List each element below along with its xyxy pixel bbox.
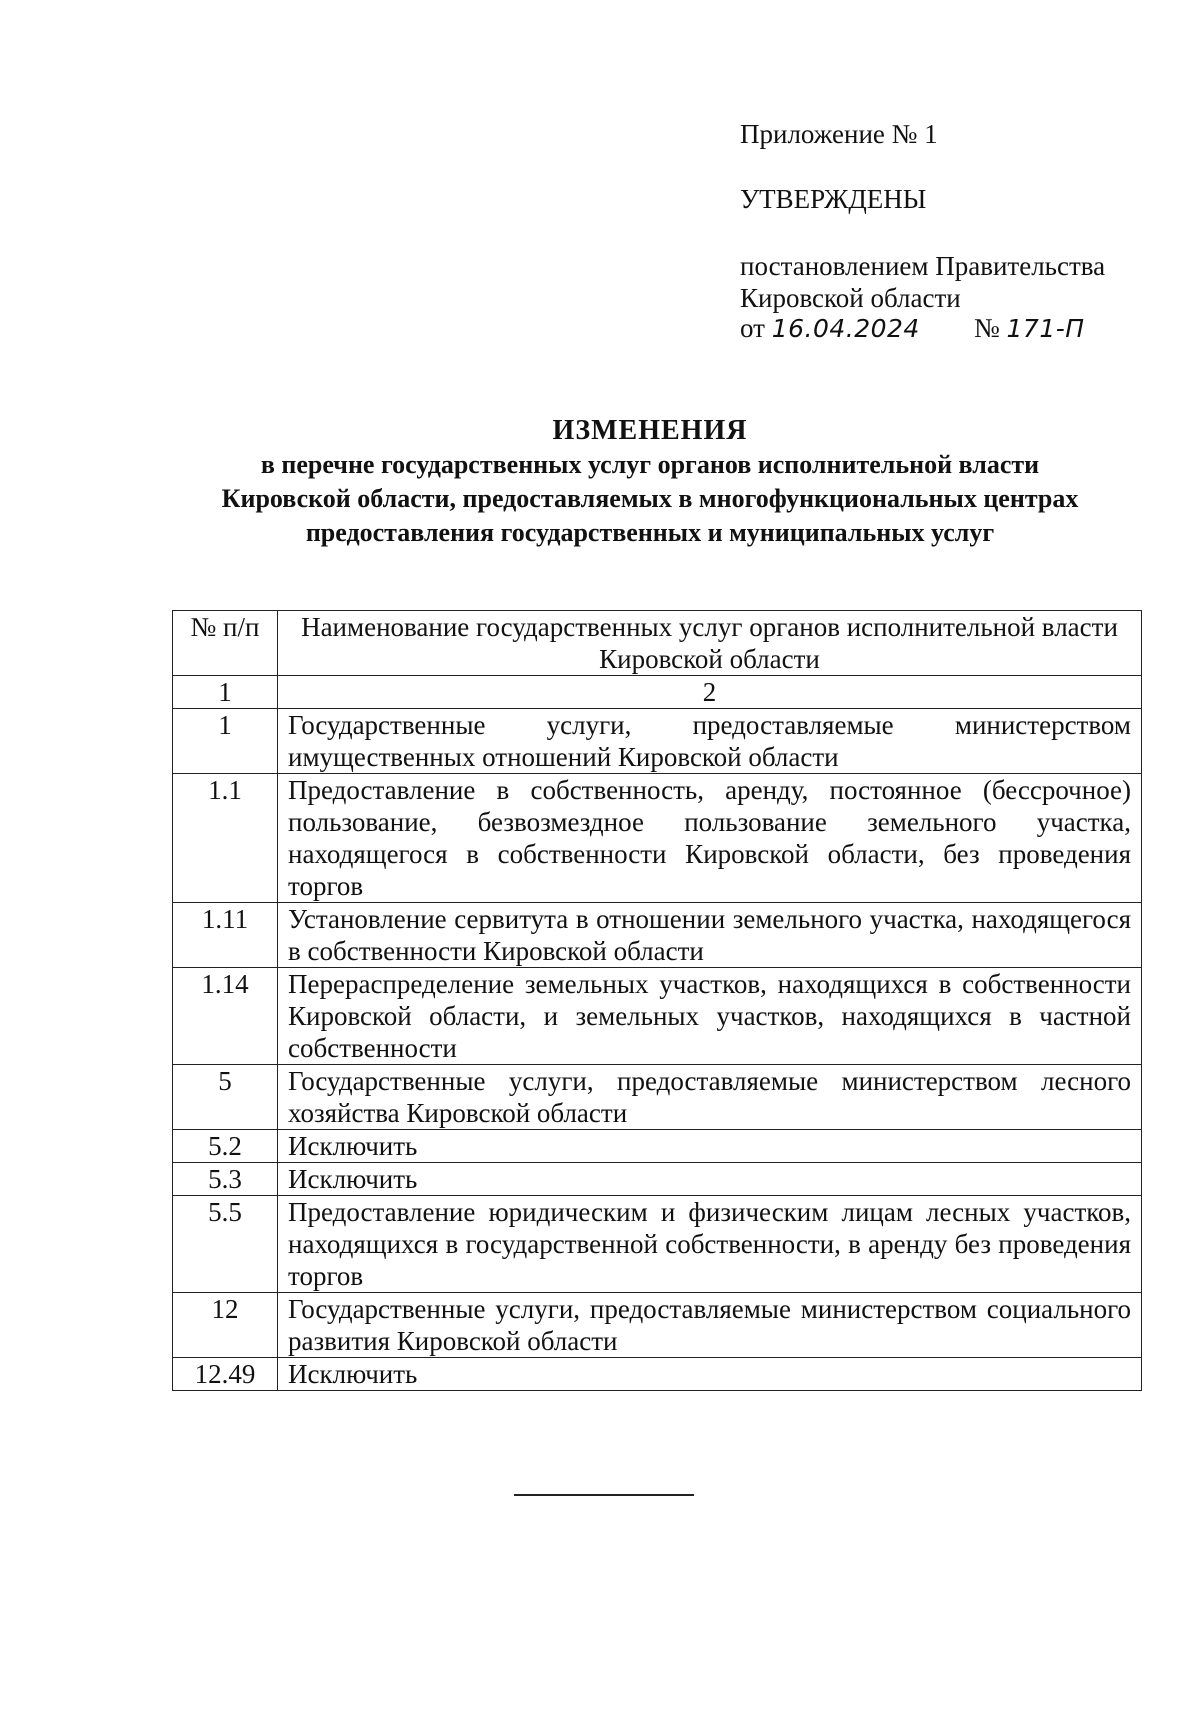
table-row <box>173 1130 1142 1163</box>
row-name: Установление сервитута в отношении земельного участка, находящегося в собственности Кировской области <box>278 903 1142 968</box>
column-index-row <box>173 676 1142 709</box>
row-name: Государственные услуги, предоставляемые министерством социального развития Кировской области <box>278 1293 1142 1358</box>
title-line-1: в перечне государственных услуг органов исполнительной власти <box>260 450 1040 479</box>
row-num: 1.1 <box>173 774 278 903</box>
document-title <box>150 414 1150 550</box>
row-name: Перераспределение земельных участков, находящихся в собственности Кировской области, и земельных участков, находящихся в частной собственности <box>278 968 1142 1065</box>
row-name: Исключить <box>278 1358 1142 1391</box>
row-num: 1.11 <box>173 903 278 968</box>
table-row <box>173 1065 1142 1130</box>
row-num: 5.5 <box>173 1196 278 1293</box>
row-num: 1 <box>173 709 278 774</box>
row-name: Государственные услуги, предоставляемые министерством имущественных отношений Кировской области <box>278 709 1142 774</box>
row-num: 1.14 <box>173 968 278 1065</box>
decree-number <box>974 312 1085 345</box>
approved-label: УТВЕРЖДЕНЫ <box>740 184 927 214</box>
decree-date-handwritten: 16.04.2024 <box>771 314 920 343</box>
decree-line-2: Кировской области <box>740 283 961 313</box>
decree-date-line <box>740 312 1160 345</box>
decree-line-1: постановлением Правительства <box>740 251 1106 281</box>
index-name-cell: 2 <box>278 676 1142 709</box>
row-num: 12.49 <box>173 1358 278 1391</box>
index-num-cell: 1 <box>173 676 278 709</box>
header-name-cell: Наименование государственных услуг органов исполнительной власти Кировской области <box>278 611 1142 676</box>
appendix-label: Приложение № 1 <box>740 119 938 149</box>
date-prefix: от <box>740 313 765 343</box>
title-line-3: предоставления государственных и муниципальных услуг <box>305 518 995 547</box>
row-name: Предоставление в собственность, аренду, постоянное (бессрочное) пользование, безвозмездное пользование земельного участка, находящегося в собственности Кировской области, без проведения торгов <box>278 774 1142 903</box>
table-row <box>173 1196 1142 1293</box>
decree-number-handwritten: 171-П <box>1006 314 1085 343</box>
table-row <box>173 1163 1142 1196</box>
services-table <box>172 610 1142 1391</box>
title-main: ИЗМЕНЕНИЯ <box>552 415 748 446</box>
table-row <box>173 968 1142 1065</box>
decree-reference <box>740 250 1160 314</box>
end-of-document-rule <box>514 1494 694 1496</box>
title-line-2: Кировской области, предоставляемых в многофункциональных центрах <box>221 484 1079 513</box>
table-row <box>173 774 1142 903</box>
row-name: Государственные услуги, предоставляемые министерством лесного хозяйства Кировской области <box>278 1065 1142 1130</box>
row-name: Исключить <box>278 1130 1142 1163</box>
row-name: Предоставление юридическим и физическим лицам лесных участков, находящихся в государственной собственности, в аренду без проведения торгов <box>278 1196 1142 1293</box>
number-prefix: № <box>974 313 1000 343</box>
row-name: Исключить <box>278 1163 1142 1196</box>
row-num: 12 <box>173 1293 278 1358</box>
table-row <box>173 709 1142 774</box>
table-row <box>173 1293 1142 1358</box>
table-row <box>173 1358 1142 1391</box>
table-row <box>173 903 1142 968</box>
row-num: 5.3 <box>173 1163 278 1196</box>
row-num: 5.2 <box>173 1130 278 1163</box>
header-num-cell: № п/п <box>173 611 278 676</box>
table-header-row <box>173 611 1142 676</box>
row-num: 5 <box>173 1065 278 1130</box>
